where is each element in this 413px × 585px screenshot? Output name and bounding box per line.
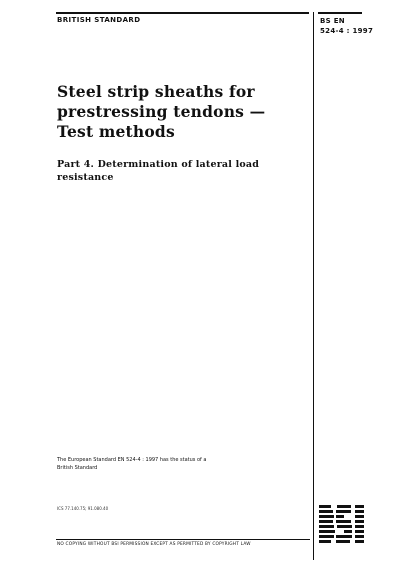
title-line1: Steel strip sheaths for <box>57 82 255 101</box>
vertical-divider <box>313 12 314 560</box>
title-line2: prestressing tendons — <box>57 102 266 121</box>
title-line3: Test methods <box>57 122 175 141</box>
ics-code: ICS 77.140.75; 91.080.40 <box>57 506 109 511</box>
subtitle-line2: resistance <box>57 172 114 183</box>
status-line1: The European Standard EN 524-4 : 1997 has the status of a <box>57 457 207 463</box>
standard-number-line2: 524-4 : 1997 <box>320 27 374 35</box>
header-rule-right <box>318 12 362 14</box>
copyright-notice: NO COPYING WITHOUT BSI PERMISSION EXCEPT AS PERMITTED BY COPYRIGHT LAW <box>57 542 251 547</box>
status-line2: British Standard <box>57 465 98 471</box>
header-rule-left <box>56 12 309 14</box>
standard-number <box>320 16 373 36</box>
bsi-logo <box>318 503 366 549</box>
document-subtitle <box>57 158 307 184</box>
standard-type-label: BRITISH STANDARD <box>57 16 141 24</box>
document-title <box>57 82 307 142</box>
subtitle-line1: Part 4. Determination of lateral load <box>57 159 260 170</box>
footer-rule <box>56 539 310 540</box>
status-statement <box>57 456 297 472</box>
standard-number-line1: BS EN <box>320 17 345 25</box>
